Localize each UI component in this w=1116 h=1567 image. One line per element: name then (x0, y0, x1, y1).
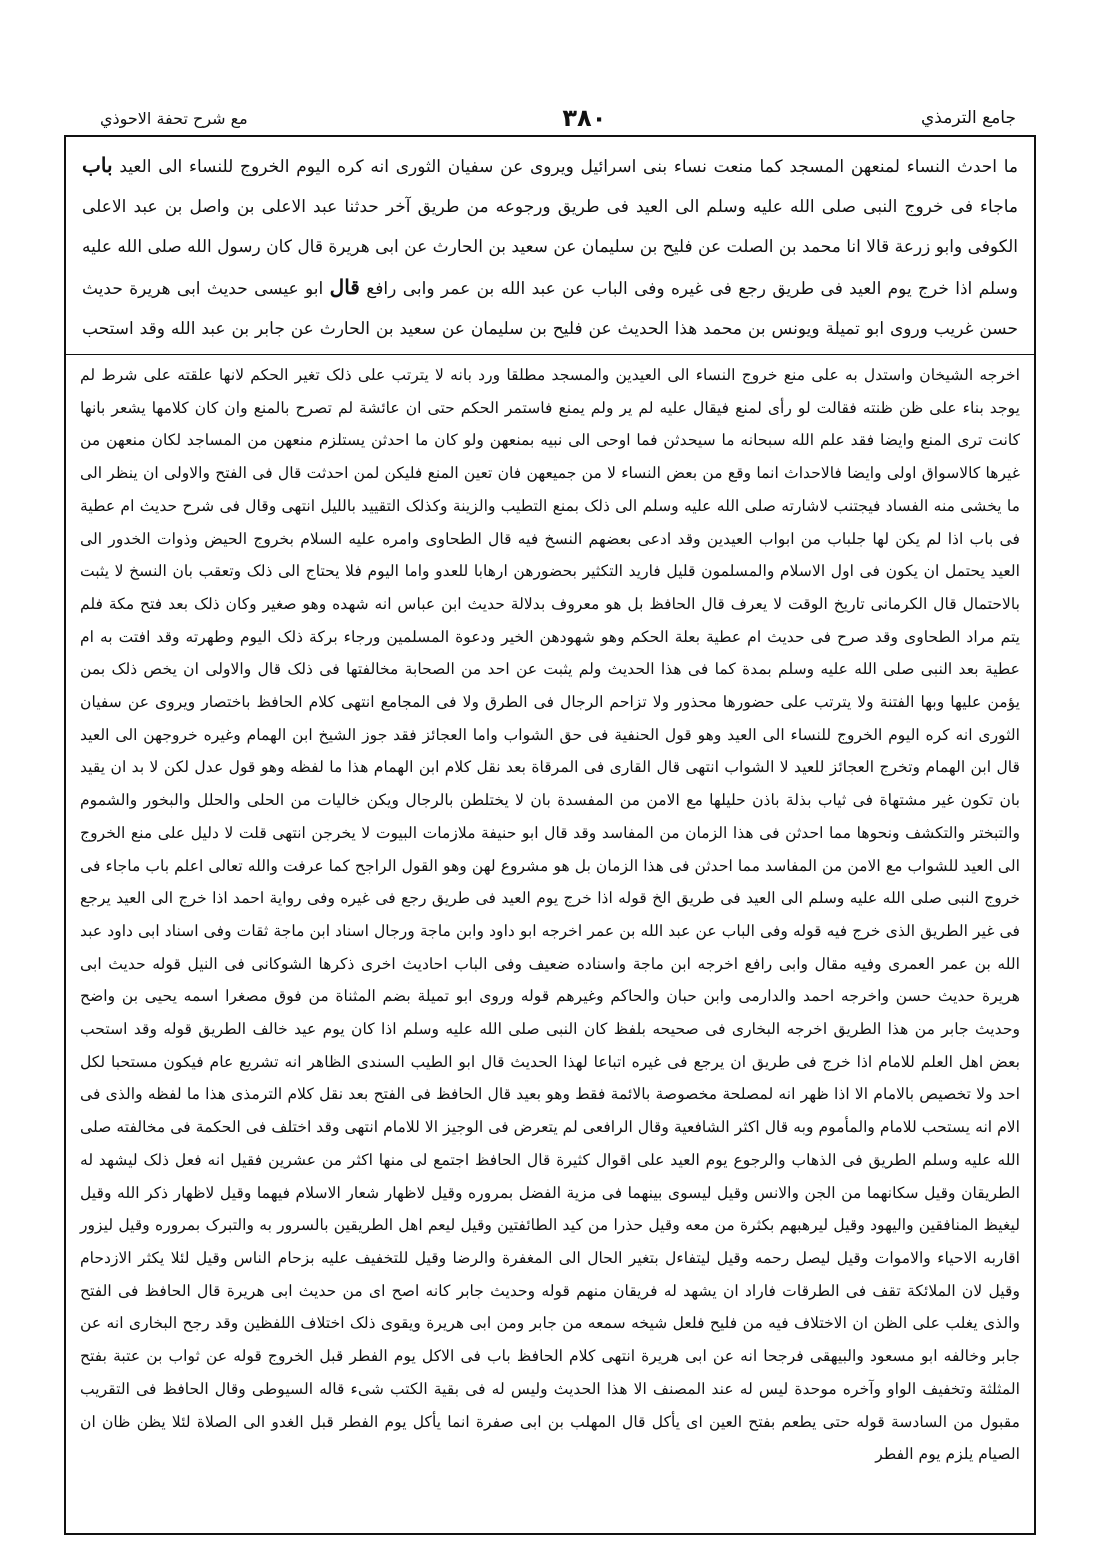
hadith-text-section (66, 137, 1034, 355)
bab-title: ماجاء فی خروج النبی صلی الله علیه وسلم الی العید فی طریق ورجوعه من طریق آخر (385, 197, 1019, 217)
page-header (100, 100, 1016, 136)
qal-heading: قال (329, 275, 360, 299)
commentary-part-4: باب ماجاء فی خروج النبی صلی الله علیه وسلم الی العید فی طریق الخ قوله اذا خرج یوم العید فی طریق رجع فی غیره وفی روایة احمد اذا خرج الی العید یرجع فی غیر الطریق الذی خرج فیه قوله وفی الباب عن عبد الله بن عمر اخرجه ابو داود وابن ماجة ورجال اسناد ابن ماجة ثقات وفی اسناد ابی داود عبد الله بن عمر العمری وفیه مقال وابی رافع اخرجه ابن ماجة واسناده ضعیف وفی الباب احادیث اخری ذکرها الشوکانی فی النیل قوله حدیث ابی هریرة حدیث حسن واخرجه احمد والدارمی وابن حبان والحاکم وغیرهم (80, 856, 1020, 1006)
commentary-part-3: ویروی عن سفیان الثوری انه کره الیوم الخروج للنساء الی العید وهو قول الحنفیة فی حق الشواب واما العجائز فقد جوز الشیخ ابن الهمام وغیره خروجهن الی العید قال ابن الهمام وتخرج العجائز للعید لا الشواب انتهی قال القاری فی المرقاة بعد نقل کلام ابن الهمام هذا ما لفظه وهو قول عدل لکن لا بد ان یقید بان تکون غیر مشتهاة فی ثیاب بذلة باذن حلیلها مع الامن من المفسدة بان لا یختلطن بالرجال ویکن خالیات من الحلی والحلل والبخور والشموم والتبختر والتکشف ونحوها مما احدثن فی هذا الزمان من المفاسد وقد قال ابو حنیفة ملازمات البیوت لا یخرجن انتهی قلت لا دلیل علی منع الخروج الی العید للشواب مع الامن من المفاسد مما احدثن فی هذا الزمان بل هو مشروع لهن وهو القول الراجح کما عرفت والله تعالی اعلم (80, 693, 1021, 875)
page-number: ٣٨٠ (562, 104, 607, 132)
commentary-part-2: وقال فی شرح حدیث ام عطیة فی باب اذا لم یکن لها جلباب من ابواب العیدین وقد ادعی بعضهم النسخ فیه قال الطحاوی وامره علیه السلام بخروج الحیض وذوات الخدور الی العید یحتمل ان یکون فی اول الاسلام والمسلمون قلیل فارید التکثیر بحضورهن ارهابا للعدو واما الیوم فلا یحتاج الی ذلک وتعقب بان النسخ لا یثبت بالاحتمال قال الکرمانی تاریخ الوقت لا یعرف قال الحافظ بل هو معروف بدلالة حدیث ابن عباس انه شهده وهو صغیر وکان ذلک بعد فتح مکة فلم یتم مراد الطحاوی وقد صرح فی حدیث ام عطیة بعلة الحکم وهو شهودهن الخیر ودعوة المسلمین ورجاء برکة ذلک الیوم وطهرته وقد افتت به ام عطیة بعد النبی صلی الله علیه وسلم بمدة کما فی هذا الحدیث ولم یثبت عن احد من الصحابة مخالفتها فی ذلک قال والاولی ان یخص ذلک بمن یؤمن علیها وبها الفتنة ولا یترتب علی حضورها محذور ولا تزاحم الرجال فی الطرق ولا فی المجامع انتهی کلام الحافظ باختصار (80, 496, 1020, 712)
book-title: جامع الترمذي (921, 108, 1016, 128)
matn-paragraph (82, 145, 1018, 355)
bab-heading: باب (82, 153, 113, 177)
commentary-section (66, 355, 1034, 1533)
commentary-title: مع شرح تحفة الاحوذي (100, 108, 248, 128)
page-frame (64, 135, 1036, 1535)
commentary-part-1: اخرجه الشیخان واستدل به علی منع خروج النساء الی العیدین والمسجد مطلقا ورد بانه لا یترتب علی ذلک تغیر الحکم لانها علقته علی شرط لم یوجد بناء علی ظن ظنته فقالت لو رأی لمنع فیقال علیه لم یر ولم یمنع فاستمر الحکم حتی ان عائشة لم تصرح بالمنع وان کان کلامها یشعر بانها کانت تری المنع وایضا فقد علم الله سبحانه ما سیحدثن فما اوحی الی نبیه بمنعهن ولو کان ما احدثن یستلزم منعهن من المساجد لکان منعهن من غیرها کالاسواق اولی وایضا فالاحداث انما وقع من بعض النساء لا من جمیعهن فان تعین المنع فلیکن لمن احدثت قال فی الفتح والاولی ان ینظر الی ما یخشی منه الفساد فیجتنب لاشارته صلی الله علیه وسلم الی ذلک بمنع التطیب والزینة وکذلک التقیید باللیل انتهی (80, 366, 1020, 515)
commentary-part-8: باب فی الاکل یوم الفطر قبل الخروج قوله عن ثواب بن عتبة بفتح المثلثة وتخفیف الواو وآخره موحدة لیس له عند المصنف الا هذا الحدیث ولیس له فی بقیة الکتب شیء قاله السیوطی وقال الحافظ فی التقریب مقبول من السادسة قوله حتی یطعم بفتح العین ای یأکل قال المهلب بن ابی صفرة انما یأکل یوم الفطر قبل الغدو الی الصلاة لئلا یظن ظان ان الصیام یلزم یوم الفطر (80, 1347, 1020, 1464)
commentary-part-7: قوله وحدیث جابر کانه اصح ای من حدیث ابی هریرة قال الحافظ فی الفتح والذی یغلب علی الظن ان الاختلاف فیه من فلیح فلعل شیخه سمعه من جابر ومن ابی هریرة ویقوی ذلک اختلاف اللفظین وقد رجح البخاری انه عن جابر وخالفه ابو مسعود والبیهقی فرجحا انه عن ابی هریرة انتهی کلام الحافظ (80, 1281, 1020, 1366)
commentary-part-6: وقد اختلف فی الحکمة فی مخالفته صلی الله علیه وسلم الطریق فی الذهاب والرجوع یوم العید علی اقوال کثیرة قال الحافظ اجتمع لی منها اکثر من عشرین فقیل انه فعل ذلک لیشهد له الطریقان وقیل سکانهما من الجن والانس وقیل لیسوی بینهما فی مزیة الفضل بمروره وقیل لاظهار شعار الاسلام فیهما وقیل لاظهار ذکر الله وقیل لیغیظ المنافقین والیهود وقیل لیرهبهم بکثرة من معه وقیل حذرا من کید الطائفتین وقیل لیعم اهل الطریقین بالسرور به والتبرک بمروره وقیل لیزور اقاربه الاحیاء والاموات وقیل لیصل رحمه وقیل لیتفاءل بتغیر الحال الی المغفرة والرضا وقیل للتخفیف علیه بزحام الناس وقیل لئلا یکثر الازدحام وقیل لان الملائکة تقف فی الطرقات فاراد ان یشهد له فریقان منهم (80, 1118, 1020, 1300)
matn-text-1: ما احدث النساء لمنعهن المسجد کما منعت نساء بنی اسرائیل ویروی عن سفیان الثوری انه کره الیوم الخروج للنساء الی العید (119, 157, 1018, 177)
commentary-part-5: قوله وروی ابو تمیلة بضم المثناة من فوق مصغرا اسمه یحیی بن واضح وحدیث جابر من هذا الطریق اخرجه البخاری فی صحیحه بلفظ کان النبی صلی الله علیه وسلم اذا کان یوم عید خالف الطریق قوله وقد استحب بعض اهل العلم للامام اذا خرج فی طریق ان یرجع فی غیره اتباعا لهذا الحدیث قال ابو الطیب السندی الظاهر انه تشریع عام فیکون مستحبا لکل احد ولا تخصیص بالامام الا اذا ظهر انه لمصلحة مخصوصة بالائمة فقط وهو بعید قال الحافظ فی الفتح بعد نقل کلام الترمذی هذا ما لفظه والذی فی الام انه یستحب للامام والمأموم وبه قال اکثر الشافعیة وقال الرافعی لم یتعرض فی الوجیز الا للامام انتهی (80, 987, 1021, 1137)
matn-text-2: حدثنا عبد الاعلی بن واصل بن عبد الاعلی الکوفی وابو زرعة قالا انا محمد بن الصلت عن فلیح بن سلیمان عن سعید بن الحارث عن ابی هریرة قال کان رسول الله صلی الله علیه وسلم اذا خرج یوم العید فی طریق رجع فی غیره وفی الباب عن عبد الله بن عمر وابی رافع (82, 197, 1019, 299)
commentary-paragraph (80, 359, 1020, 1471)
matn-text-3: ابو عیسی حدیث ابی هریرة حدیث حسن غریب وروی ابو تمیلة ویونس بن محمد هذا الحدیث عن فلیح بن سلیمان عن سعید بن الحارث عن جابر بن عبد الله وقد استحب (82, 279, 1018, 339)
